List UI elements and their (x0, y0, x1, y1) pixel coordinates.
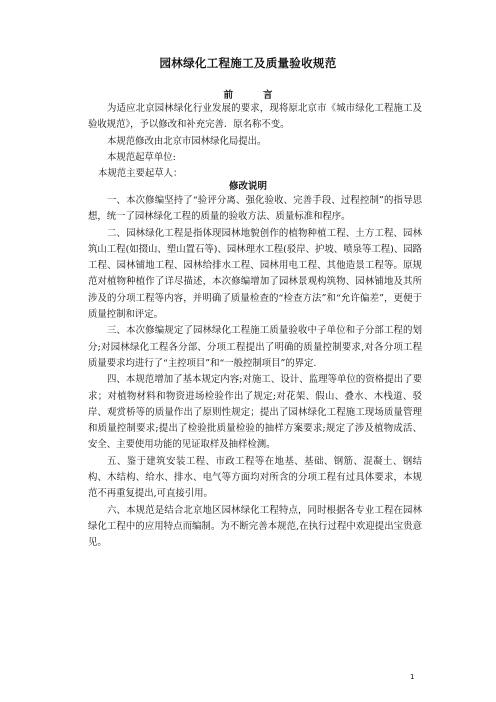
notes-heading: 修改说明 (228, 181, 267, 192)
preface-section (88, 101, 422, 182)
notes-section (88, 193, 422, 552)
notes-paragraph: 四、本规范增加了基本规定内容;对施工、设计、监理等单位的资格提出了要求；对植物材料和物资进场检验作出了规定;对花架、假山、叠水、木栈道、驳岸、观赏桥等的质量作出了原则性规定；提出了园林绿化工程施工现场质量管理和质量控制要求;提出了检验批质量检验的抽样方案要求;规定了涉及植物成活、安全、主要使用功能的见证取样及抽样检测。 (88, 374, 422, 451)
preface-paragraph: 本规范起草单位: (107, 151, 176, 163)
notes-paragraph: 六、本规范是结合北京地区园林绿化工程特点，同时根据各专业工程在园林绿化工程中的应用特点而编制。为不断完善本规范,在执行过程中欢迎提出宝贵意见。 (88, 504, 422, 549)
preface-heading: 前言 (223, 90, 303, 101)
preface-paragraph: 本规范主要起草人： (98, 168, 183, 180)
page-number: 1 (410, 673, 415, 681)
preface-paragraph: 本规范修改由北京市园林绿化局提出。 (107, 135, 267, 147)
preface-paragraph: 为适应北京园林绿化行业发展的要求，现将原北京市《城市绿化工程施工及验收规范》，予以修改和补充完善．原名称不变。 (88, 103, 422, 131)
notes-paragraph: 二、园林绿化工程是指体现园林地貌创作的植物种植工程、土方工程、园林筑山工程(如掇山、塑山置石等)、园林理水工程(驳岸、护坡、喷泉等工程)、园路工程、园林铺地工程、园林给排水工程、园林用电工程、其他造景工程等。原规范对植物种植作了详尽描述，本次修编增加了园林景观构筑物、园林铺地及其所涉及的分项工程等内容，并明确了质量检查的“检查方法”和“允许偏差”，更便于质量控制和评定。 (88, 227, 422, 321)
notes-paragraph: 三、本次修编规定了园林绿化工程施工质量验收中子单位和子分部工程的划分;对园林绿化工程各分部、分项工程提出了明确的质量控制要求,对各分项工程质量要求均进行了“主控项目”和“一般控制项目”的界定. (88, 325, 422, 369)
notes-paragraph: 一、本次修编坚持了“验评分离、强化验收、完善手段、过程控制”的指导思想，统一了园林绿化工程的质量的验收方法、质量标准和程序。 (88, 195, 422, 223)
notes-paragraph: 五、鉴于建筑安装工程、市政工程等在地基、基础、钢筋、混凝土、钢结构、木结构、给水、排水、电气等方面均对所含的分项工程有过具体要求，本规范不再重复提出,可直接引用。 (88, 455, 422, 500)
document-title: 园林绿化工程施工及质量验收规范 (159, 56, 337, 70)
